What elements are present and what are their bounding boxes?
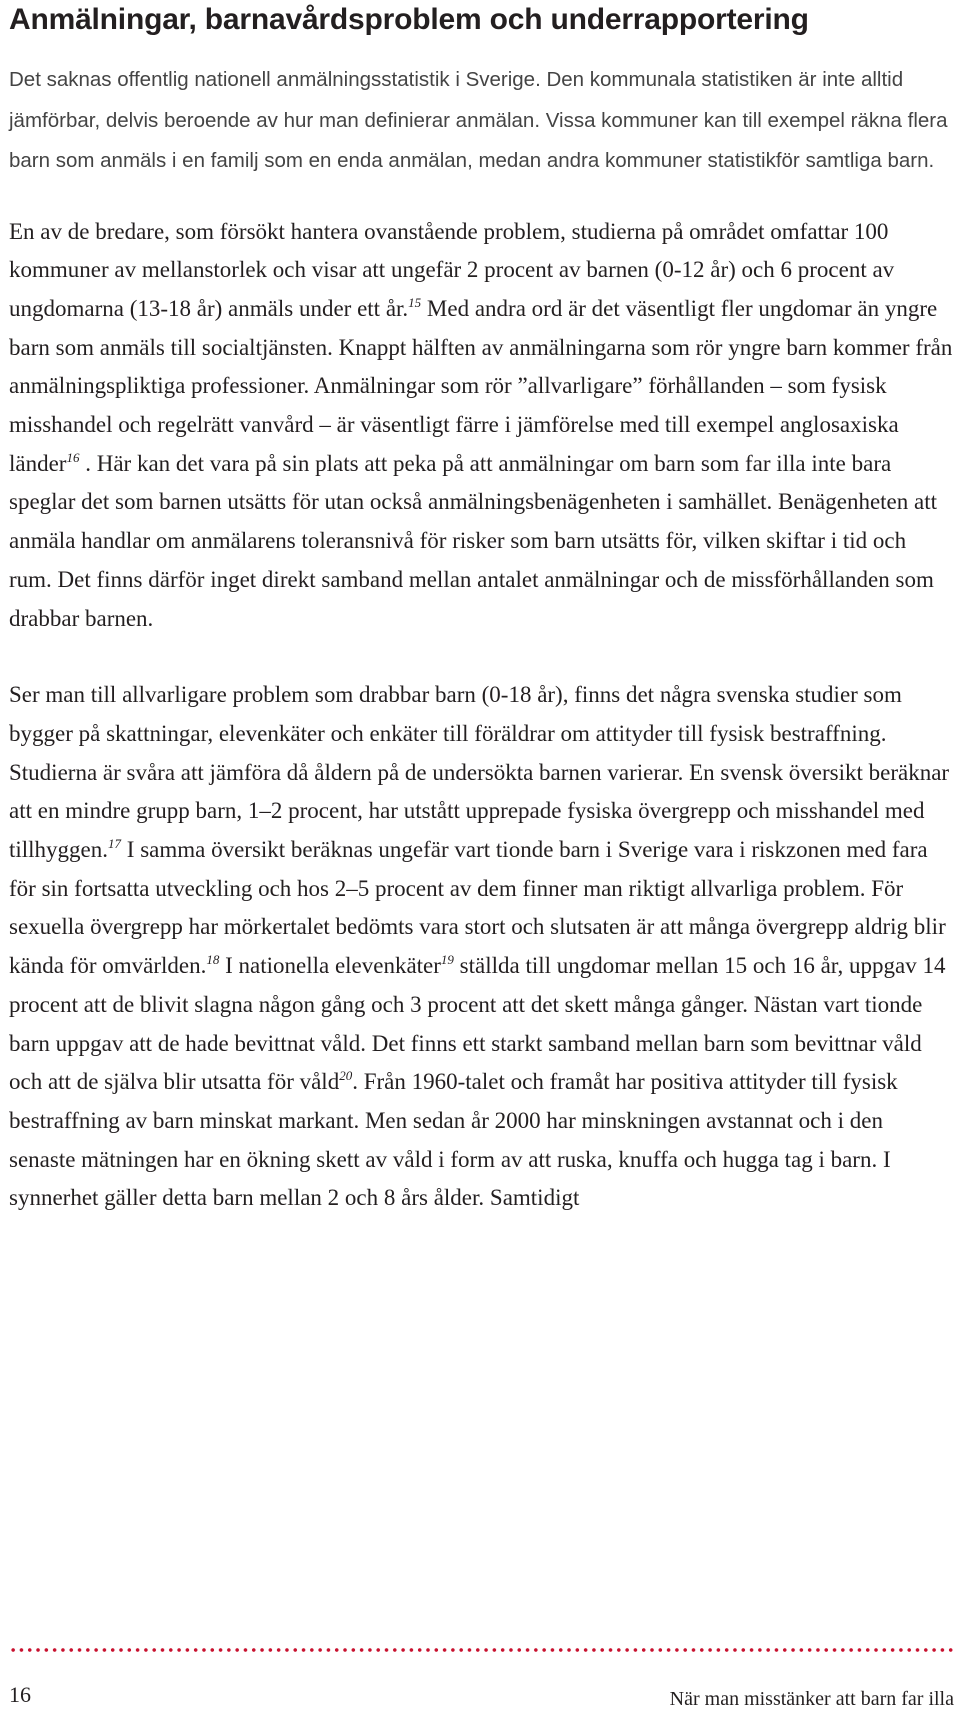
body-paragraph-1	[9, 213, 954, 639]
text-run: Ser man till allvarligare problem som drabbar barn (0-18 år), finns det några svenska studier som bygger på skattningar, elevenkäter och enkäter till föräldrar om attityder till fysisk bestraffning. Studierna är svåra att jämföra då åldern på de undersökta barnen varierar. En svensk översikt beräknar att en mindre grupp barn, 1–2 procent, har utstått upprepade fysiska övergrepp och misshandel med tillhyggen.	[9, 682, 950, 863]
footnote-ref-18: 18	[206, 952, 220, 968]
footnote-ref-17: 17	[108, 836, 122, 852]
footnote-ref-15: 15	[408, 294, 422, 310]
text-run: ställda till ungdomar mellan 15 och 16 år, uppgav 14 procent att de blivit slagna någon gång och 3 procent att det skett många gånger. Nästan vart tionde barn uppgav att de hade bevittnat våld. Det finns ett starkt samband mellan barn som bevittnar våld och att de själva blir utsatta för våld	[9, 953, 946, 1095]
document-page	[9, 0, 954, 1218]
footnote-ref-20: 20	[339, 1068, 353, 1084]
text-run: Med andra ord är det väsentligt fler ungdomar än yngre barn som anmäls till socialtjänsten. Knappt hälften av anmälningarna som rör yngre barn kommer från anmälningspliktiga professioner. Anmälningar som rör ”allvarligare” förhållanden – som fysisk misshandel och regelrätt vanvård – är väsentligt färre i jämförelse med till exempel anglosaxiska länder	[9, 295, 953, 476]
footnote-ref-16: 16	[66, 449, 80, 465]
intro-paragraph: Det saknas offentlig nationell anmälningsstatistik i Sverige. Den kommunala statistiken är inte alltid jämförbar, delvis beroende av hur man definierar anmälan. Vissa kommuner kan till exempel räkna flera barn som anmäls i en familj som en enda anmälan, medan andra kommuner statistikför samtliga barn.	[9, 68, 948, 172]
text-run: . Här kan det vara på sin plats att peka på att anmälningar om barn som far illa inte bara speglar det som barnen utsätts för utan också anmälningsbenägenheten i samhället. Benägenheten att anmäla handlar om anmälarens toleransnivå för risker som barn utsätts för, vilken skiftar i tid och rum. Det finns därför inget direkt samband mellan antalet anmälningar och de missförhållanden som drabbar barnen.	[9, 450, 938, 631]
text-run: I samma översikt beräknas ungefär vart tionde barn i Sverige vara i riskzonen med fara för sin fortsatta utveckling och hos 2–5 procent av dem finner man riktigt allvarliga problem. För sexuella övergrepp har mörkertalet bedömts vara stort och slutsaten är att många övergrepp aldrig blir kända för omvärlden.	[9, 837, 946, 979]
dotted-divider	[9, 1648, 954, 1652]
text-run: I nationella elevenkäter	[219, 953, 441, 979]
text-run: . Från 1960-talet och framåt har positiva attityder till fysisk bestraffning av barn minskat markant. Men sedan år 2000 har minskningen avstannat och i den senaste mätningen har en ökning skett av våld i form av att ruska, knuffa och hugga tag i barn. I synnerhet gäller detta barn mellan 2 och 8 års ålder. Samtidigt	[9, 1069, 898, 1211]
body-paragraph-2	[9, 676, 954, 1218]
section-heading: Anmälningar, barnavårdsproblem och underrapportering	[9, 3, 809, 36]
running-title: När man misstänker att barn far illa	[669, 1688, 954, 1710]
footnote-ref-19: 19	[440, 952, 454, 968]
text-run: En av de bredare, som försökt hantera ovanstående problem, studierna på området omfattar 100 kommuner av mellanstorlek och visar att ungefär 2 procent av barnen (0-12 år) och 6 procent av ungdomarna (13-18 år) anmäls under ett år.	[9, 218, 895, 321]
page-number: 16	[9, 1682, 31, 1707]
